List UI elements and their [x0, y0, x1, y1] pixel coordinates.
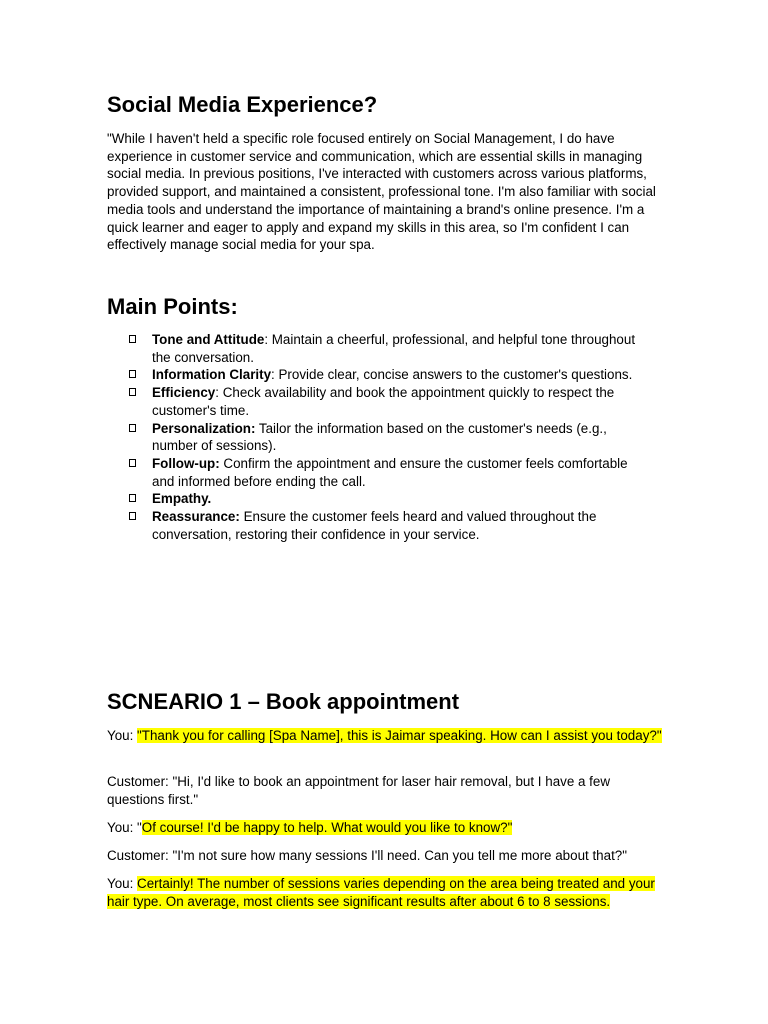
dialogue-text: "I'm not sure how many sessions I'll need. Can you tell me more about that?" — [172, 848, 627, 863]
list-item — [129, 366, 649, 384]
bullet-term: Personalization: — [152, 420, 256, 436]
bullet-text: : Check availability and book the appointment quickly to respect the customer's time. — [152, 385, 615, 418]
checkbox-bullet-icon — [129, 459, 136, 467]
checkbox-bullet-icon — [129, 494, 136, 502]
dialogue-line — [107, 773, 667, 808]
bullet-text: Confirm the appointment and ensure the customer feels comfortable and informed before ending the call. — [152, 455, 628, 489]
bullet-term: Follow-up: — [152, 455, 220, 471]
list-item — [129, 508, 649, 543]
checkbox-bullet-icon — [129, 370, 136, 378]
list-item — [129, 455, 649, 490]
checkbox-bullet-icon — [129, 512, 136, 520]
bullet-text: Tailor the information based on the customer's needs (e.g., number of sessions). — [152, 420, 607, 454]
heading-scenario-1: SCNEARIO 1 – Book appointment — [107, 689, 460, 714]
paragraph-social-media-answer: "While I haven't held a specific role focused entirely on Social Management, I do have experience in customer service and communication, which are essential skills in managing social media. In previous positions, I've interacted with customers across various platforms, provided support, and maintained a consistent, professional tone. I'm also familiar with social media tools and understand the importance of maintaining a brand's online presence. I'm a quick learner and eager to apply and expand my skills in this area, so I'm confident I can effectively manage social media for your spa. — [107, 131, 656, 253]
bullet-text: Ensure the customer feels heard and valued throughout the conversation, restoring their confidence in your service. — [152, 509, 597, 542]
bullet-term: Reassurance: — [152, 509, 240, 525]
list-item — [129, 490, 649, 508]
dialogue-line — [107, 875, 667, 910]
main-points-list — [129, 331, 649, 543]
highlighted-dialogue: "Thank you for calling [Spa Name], this is Jaimar speaking. How can I assist you today?" — [137, 728, 662, 743]
checkbox-bullet-icon — [129, 388, 136, 396]
bullet-term: Information Clarity — [152, 367, 272, 383]
checkbox-bullet-icon — [129, 335, 136, 343]
highlighted-dialogue: Of course! I'd be happy to help. What would you like to know?" — [141, 820, 513, 835]
dialogue-text: "Hi, I'd like to book an appointment for laser hair removal, but I have a few questions first." — [107, 774, 611, 807]
checkbox-bullet-icon — [129, 424, 136, 432]
speaker-label: You: — [107, 876, 138, 891]
list-item — [129, 384, 649, 419]
bullet-term: Efficiency — [152, 385, 216, 401]
bullet-term: Empathy. — [152, 491, 212, 507]
highlighted-dialogue: Certainly! The number of sessions varies depending on the area being treated and your hair type. On average, most clients see significant results after about 6 to 8 sessions. — [107, 876, 655, 909]
list-item — [129, 331, 649, 366]
bullet-term: Tone and Attitude — [152, 332, 265, 347]
bullet-text: : Maintain a cheerful, professional, and helpful tone throughout the conversation. — [152, 332, 636, 365]
speaker-label: You: — [107, 728, 138, 743]
dialogue-line — [107, 819, 667, 837]
bullet-text: : Provide clear, concise answers to the customer's questions. — [271, 367, 633, 383]
heading-social-media-experience: Social Media Experience? — [107, 92, 378, 117]
list-item — [129, 420, 649, 455]
speaker-label: You: " — [107, 820, 142, 835]
speaker-label: Customer: — [107, 774, 173, 789]
dialogue-line — [107, 847, 667, 865]
heading-main-points: Main Points: — [107, 294, 238, 319]
speaker-label: Customer: — [107, 848, 173, 863]
dialogue-line — [107, 727, 667, 745]
